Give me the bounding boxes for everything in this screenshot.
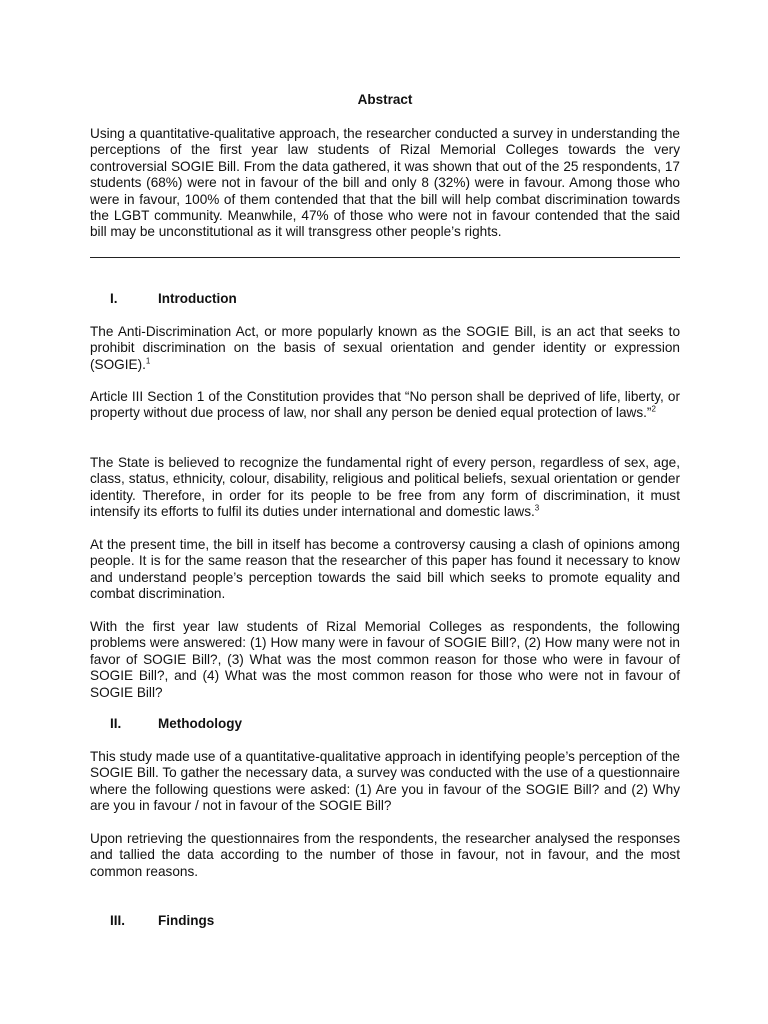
heading-methodology — [90, 716, 680, 734]
footnote-ref: 1 — [145, 356, 151, 366]
paragraph-text: The Anti-Discrimination Act, or more popularly known as the SOGIE Bill, is an act that seeks to prohibit discrimination on the basis of sexual orientation and gender identity or expression (SOGIE). — [90, 324, 680, 372]
intro-paragraph-2 — [90, 389, 680, 422]
heading-introduction — [90, 291, 680, 309]
heading-findings — [90, 913, 680, 931]
methodology-paragraph-1: This study made use of a quantitative-qualitative approach in identifying people’s perception of the SOGIE Bill. To gather the necessary data, a survey was conducted with the use of a questionnaire where the following questions were asked: (1) Are you in favour of the SOGIE Bill? and (2) Why are you in favour / not in favour of the SOGIE Bill? — [90, 749, 680, 814]
abstract-title: Abstract — [357, 92, 413, 107]
paragraph-text: The State is believed to recognize the fundamental right of every person, regardless of sex, age, class, status, ethnicity, colour, disability, religious and political beliefs, sexual orientation or gender identity. Therefore, in order for its people to be free from any form of discrimination, it must intensify its efforts to fulfil its duties under international and domestic laws. — [90, 455, 680, 520]
intro-paragraph-4: At the present time, the bill in itself has become a controversy causing a clash of opinions among people. It is for the same reason that the researcher of this paper has found it necessary to know and understand people’s perception towards the said bill which seeks to promote equality and combat discrimination. — [90, 537, 680, 602]
footnote-ref: 3 — [534, 503, 540, 513]
footnote-ref: 2 — [651, 404, 656, 414]
intro-paragraph-5: With the first year law students of Rizal Memorial Colleges as respondents, the following problems were answered: (1) How many were in favour of SOGIE Bill?, (2) How many were not in favor of SOGIE Bill?, (3) What was the most common reason for those who were in favour of SOGIE Bill?, and (4) What was the most common reason for those who were not in favour of SOGIE Bill? — [90, 619, 680, 700]
section-divider — [90, 257, 680, 258]
section-number: III. — [110, 913, 126, 928]
section-title: Findings — [158, 913, 215, 928]
paragraph-text: Article III Section 1 of the Constitution provides that “No person shall be deprived of life, liberty, or property without due process of law, nor shall any person be denied equal protection of laws.” — [90, 389, 680, 421]
section-title: Introduction — [158, 291, 237, 306]
intro-paragraph-1 — [90, 324, 680, 373]
section-number: II. — [110, 716, 122, 731]
intro-paragraph-3 — [90, 455, 680, 521]
methodology-paragraph-2: Upon retrieving the questionnaires from the respondents, the researcher analysed the responses and tallied the data according to the number of those in favour, not in favour, and the most common reasons. — [90, 831, 680, 879]
section-title: Methodology — [158, 716, 242, 731]
section-number: I. — [110, 291, 118, 306]
abstract-text: Using a quantitative-qualitative approach, the researcher conducted a survey in understanding the perceptions of the first year law students of Rizal Memorial Colleges towards the very controversial SOGIE Bill. From the data gathered, it was shown that out of the 25 respondents, 17 students (68%) were not in favour of the bill and only 8 (32%) were in favour. Among those who were in favour, 100% of them contended that that the bill will help combat discrimination towards the LGBT community. Meanwhile, 47% of those who were not in favour contended that the said bill may be unconstitutional as it will transgress other people’s rights. — [90, 126, 680, 240]
